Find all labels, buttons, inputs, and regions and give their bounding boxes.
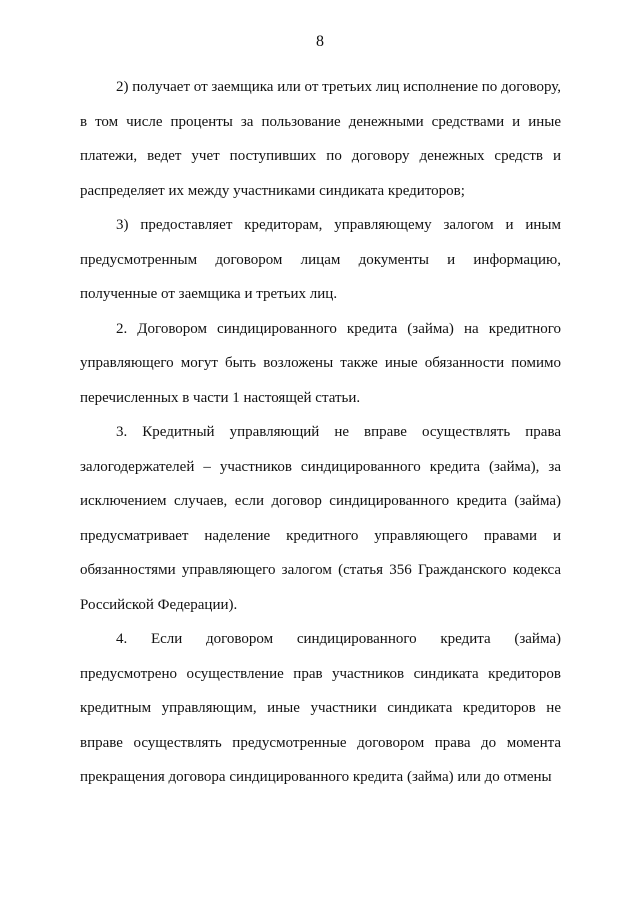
paragraph-clause-3-provides: 3) предоставляет кредиторам, управляющему залогом и иным предусмотренным договором лицам документы и информацию, полученные от заемщика и третьих лиц. [80,217,561,302]
paragraph-clause-2-receives: 2) получает от заемщика или от третьих лиц исполнение по договору, в том числе проценты за пользование денежными средствами и иные платежи, ведет учет поступивших по договору денежных средств и распределяет их между участниками синдиката кредиторов; [80,79,561,199]
page-number: 8 [316,33,324,50]
paragraph-part-3-restrictions: 3. Кредитный управляющий не вправе осуществлять права залогодержателей – участников синдицированного кредита (займа), за исключением случаев, если договор синдицированного кредита (займа) предусматривает наделение кредитного управляющего правами и обязанностями управляющего залогом (статья 356 Гражданского кодекса Российской Федерации). [80,424,561,613]
paragraph-part-2-other-duties: 2. Договором синдицированного кредита (займа) на кредитного управляющего могут быть возложены также иные обязанности помимо перечисленных в части 1 настоящей статьи. [80,320,561,406]
document-body [80,70,561,795]
paragraph-part-4-rights-exercise: 4. Если договором синдицированного кредита (займа) предусмотрено осуществление прав участников синдиката кредиторов кредитным управляющим, иные участники синдиката кредиторов не вправе осуществлять предусмотренные договором права до момента прекращения договора синдицированного кредита (займа) или до отмены [80,631,561,785]
